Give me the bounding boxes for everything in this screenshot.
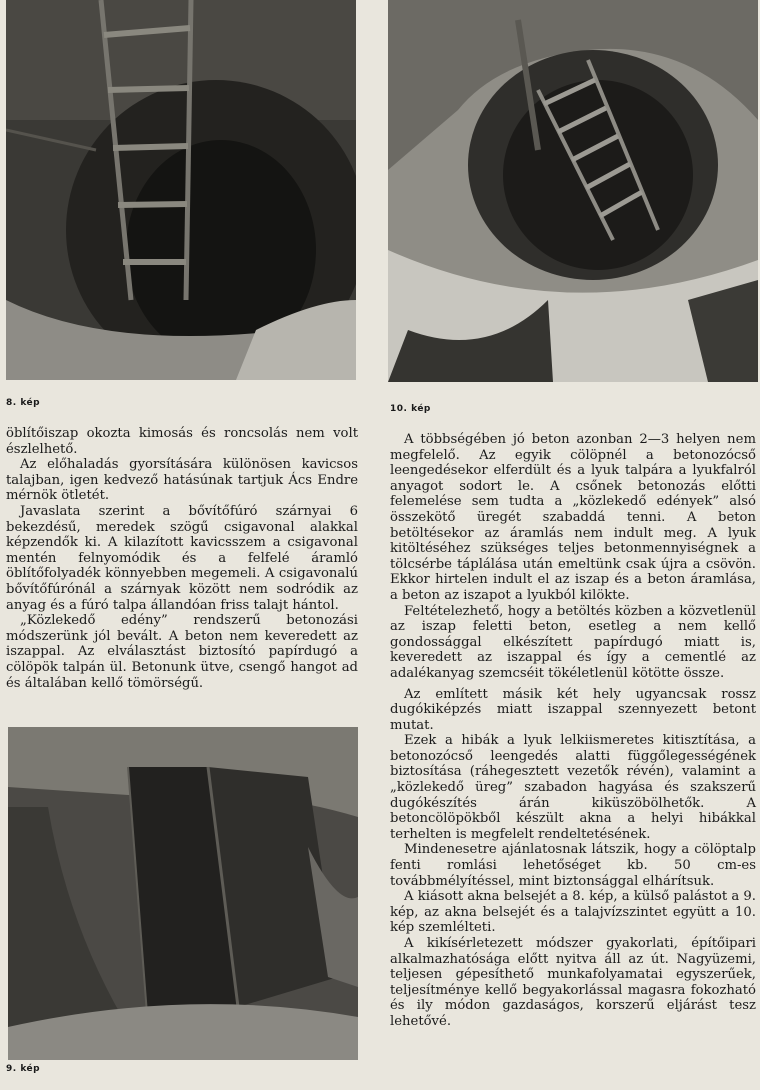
paragraph: „Közlekedő edény” rendszerű betonozási módszerünk jól bevált. A beton nem keveredett az iszappal. Az elválasztást biztosító papírdugó a cölöpök talpán ül. Betonunk ütve, csengő hangot ad és általában kellő tömörségű.: [6, 613, 358, 691]
paragraph: Az említett másik két hely ugyancsak rossz dugókiképzés miatt iszappal szennyezett betont mutat.: [390, 686, 756, 733]
figure-9-photo: [8, 727, 358, 1060]
paragraph: Javaslata szerint a bővítőfúró szárnyai 6 bekezdésű, meredek szögű csigavonal alakkal képzendők ki. A kilazított kavicsszem a csigavonal mentén felnyomódik és a felfelé áramló öblítőfolyadék könnyebben megemeli. A csigavonalú bővítőfúrónál a szárnyak között nem sodródik az anyag és a fúró talpa állandóan friss talajt hántol.: [6, 503, 358, 613]
paragraph: Feltételezhető, hogy a betöltés közben a közvetlenül az iszap feletti beton, esetleg a nem kellő gondossággal elkészített papírdugó miatt is, keveredett az iszappal és így a cementlé az adalékanyag szemcséit tökéletlenül kötötte össze.: [390, 603, 756, 681]
figure-8-caption: 8. kép: [6, 398, 41, 408]
figure-8-photo: [6, 0, 356, 380]
figure-10-caption: 10. kép: [390, 404, 431, 414]
paragraph: A kiásott akna belsejét a 8. kép, a külső palástot a 9. kép, az akna belsejét és a talajvízszintet együtt a 10. kép szemlélteti.: [390, 889, 756, 936]
paragraph: Az előhaladás gyorsítására különösen kavicsos talajban, igen kedvező hatásúnak tartjuk Ács Endre mérnök ötletét.: [6, 457, 358, 504]
paragraph: A többségében jó beton azonban 2—3 helyen nem megfelelő. Az egyik cölöpnél a betonozócső leengedésekor elferdült és a lyuk talpára a lyukfalról anyagot sodort le. A csőnek betonozás előtti felemelése sem tudta a „közlekedő edények” alsó összekötő üregét szabaddá tenni. A beton betöltésekor az áramlás nem indult meg. A lyuk kitöltéséhez szükséges teljes betonmennyiségnek a tölcsérbe táplálása után emeltünk csak újra a csövön. Ekkor hirtelen indult el az iszap és a beton áramlása, a beton az iszapot a lyukból kilökte.: [390, 432, 756, 603]
right-text-column: [390, 432, 756, 1030]
left-text-column: [6, 426, 358, 691]
paragraph: öblítőiszap okozta kimosás és roncsolás nem volt észlelhető.: [6, 426, 358, 457]
figure-9-caption: 9. kép: [6, 1064, 41, 1074]
figure-10-photo: [388, 0, 758, 382]
paragraph: Ezek a hibák a lyuk lelkiismeretes kitisztítása, a betonozócső leengedés alatti függőlegességének biztosítása (ráhegesztett vezetők révén), valamint a „közlekedő üreg” szabadon hagyása és szakszerű dugókészítés árán kiküszöbölhetők. A betoncölöpökből készült akna a helyi hibákkal terhelten is megfelelt rendeltetésének.: [390, 733, 756, 842]
paragraph: A kikísérletezett módszer gyakorlati, építőipari alkalmazhatósága előtt nyitva áll az út. Nagyüzemi, teljesen gépesíthető munkafolyamatai egyszerűek, teljesítménye kellő begyakorlással magasra fokozható és ily módon gazdaságos, korszerű eljárást tesz lehetővé.: [390, 936, 756, 1029]
paragraph: Mindenesetre ajánlatosnak látszik, hogy a cölöptalp fenti romlási lehetőséget kb. 50 cm-es továbbmélyítéssel, mint biztonsággal elhárítsuk.: [390, 842, 756, 889]
